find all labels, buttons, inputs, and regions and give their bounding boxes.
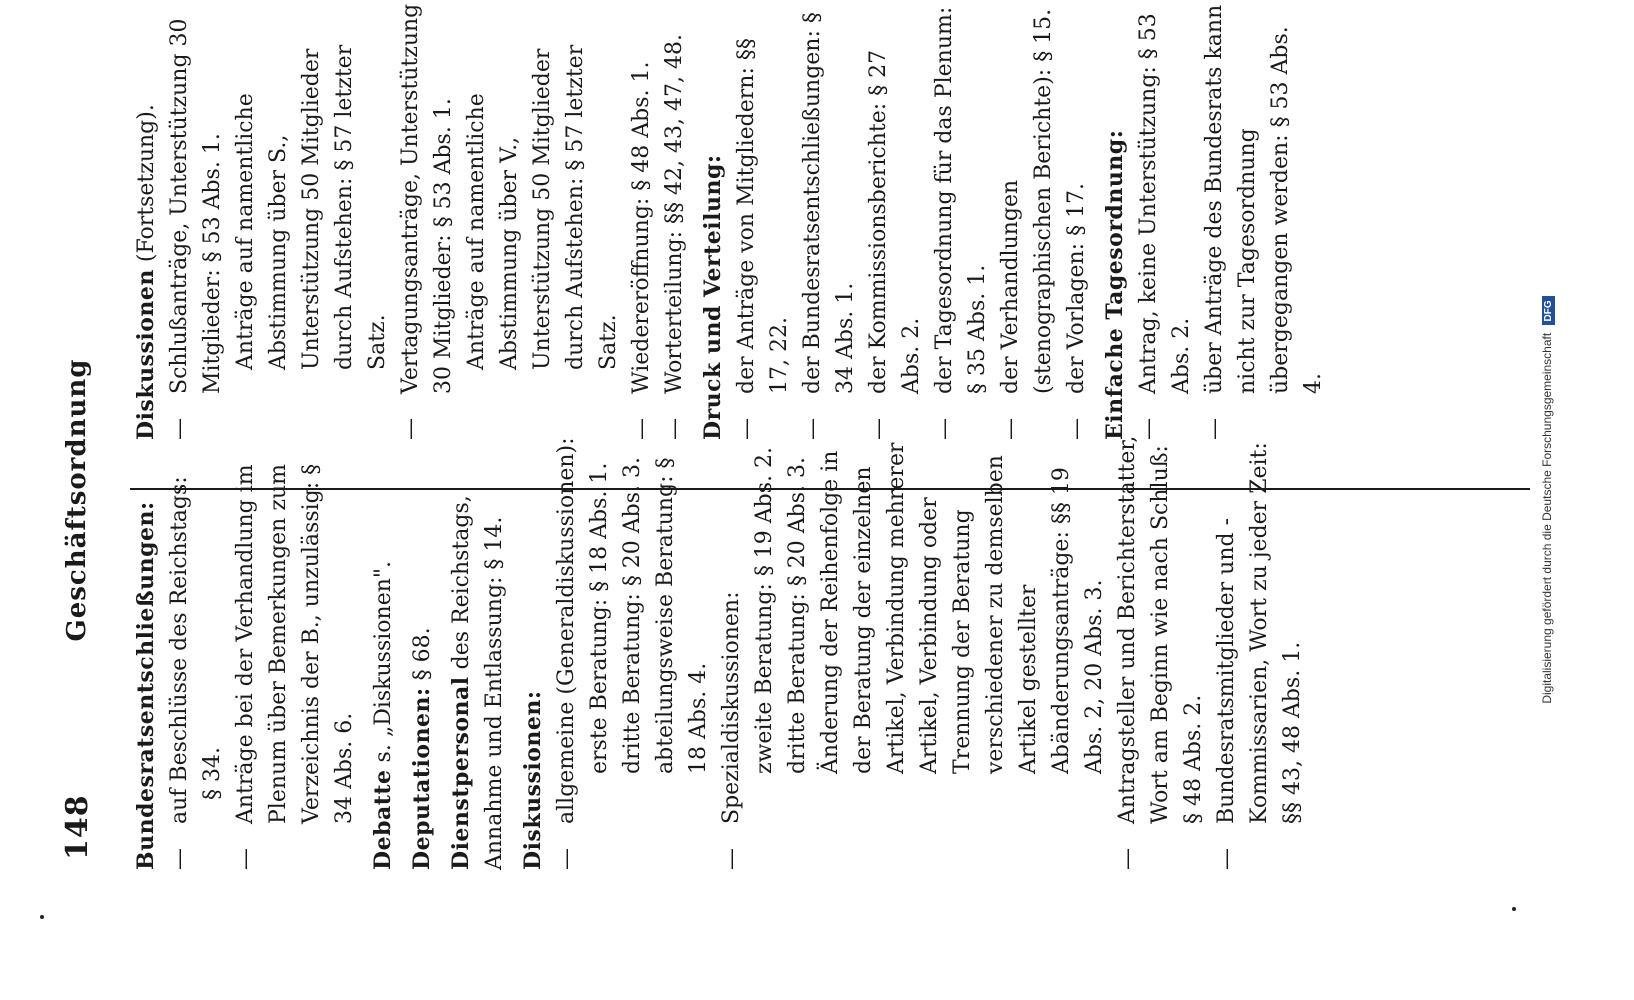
sub-entry bbox=[163, 430, 196, 870]
index-entry bbox=[517, 430, 1309, 870]
entry-heading: Bundesratsentschließungen: bbox=[133, 501, 159, 870]
dash-marker: — bbox=[233, 848, 258, 870]
sub-entry bbox=[928, 0, 994, 440]
sub-entry bbox=[649, 430, 715, 870]
index-entry bbox=[406, 430, 439, 870]
dash-marker: — bbox=[1064, 418, 1089, 440]
dash-marker: — bbox=[1214, 848, 1239, 870]
entry-reference: des Reichstags, Annahme und Entlassung: § 14. bbox=[449, 495, 507, 870]
index-entry bbox=[697, 0, 1093, 440]
dash-marker: — bbox=[167, 848, 192, 870]
sub-entry-text: § 34. bbox=[200, 747, 225, 800]
sub-entry-text: abteilungsweise Beratung: § 18 Abs. 4. bbox=[653, 457, 711, 774]
left-column bbox=[130, 430, 1315, 870]
sub-entry-text: Antrag, keine Unterstützung: § 53 Abs. 2. bbox=[1136, 13, 1194, 394]
entry-heading: Debatte bbox=[370, 769, 396, 870]
sub-entry-text: dritte Beratung: § 20 Abs. 3. bbox=[785, 456, 810, 774]
sub-entry bbox=[814, 430, 1111, 870]
scan-speck bbox=[40, 915, 44, 919]
dfg-logo: DFG bbox=[1542, 296, 1555, 325]
dash-marker: — bbox=[167, 418, 192, 440]
sub-entry bbox=[781, 430, 814, 870]
sub-entry bbox=[583, 430, 616, 870]
dash-marker: — bbox=[866, 418, 891, 440]
dash-marker: — bbox=[1136, 418, 1161, 440]
sub-entry-text: Anträge auf namentliche Abstimmung über V., Unterstützung 50 Mitglieder durch Aufstehen: § 57 letzter Satz. bbox=[464, 44, 621, 370]
index-entry bbox=[445, 430, 511, 870]
sub-entry-text: auf Beschlüsse des Reichstags: bbox=[167, 476, 192, 824]
dash-marker: — bbox=[932, 418, 957, 440]
sub-entry bbox=[1111, 430, 1210, 870]
dash-marker: — bbox=[629, 418, 654, 440]
sub-entry bbox=[730, 0, 796, 440]
index-entry bbox=[1099, 0, 1330, 440]
sub-entry bbox=[550, 430, 583, 870]
dash-marker: — bbox=[719, 848, 744, 870]
sub-entry bbox=[394, 0, 460, 440]
sub-entry-text: Änderung der Reihenfolge in der Beratung der einzelnen Artikel, Verbindung mehrerer Artikel, Verbindung oder Trennung der Beratung verschiedener zu demselben Artikel gestellter Abänderungsanträge: §§ 19 Abs. 2, 20 Abs. 3. bbox=[818, 442, 1107, 774]
dash-marker: — bbox=[1202, 418, 1227, 440]
dash-marker: — bbox=[998, 418, 1023, 440]
sub-entry bbox=[229, 0, 394, 440]
sub-entry bbox=[1198, 0, 1330, 440]
index-entry bbox=[130, 0, 691, 440]
sub-entry bbox=[862, 0, 928, 440]
sub-entry-text: zweite Beratung: § 19 Abs. 2. bbox=[752, 446, 777, 774]
sub-entry bbox=[196, 430, 229, 870]
sub-entry-text: über Anträge des Bundesrats kann nicht zur Tagesordnung übergegangen werden: § 53 Abs. 4. bbox=[1202, 4, 1326, 394]
index-entry bbox=[367, 430, 400, 870]
sub-entry bbox=[625, 0, 658, 440]
entry-reference: § 68. bbox=[410, 627, 435, 681]
sub-entry bbox=[1060, 0, 1093, 440]
sub-entry bbox=[748, 430, 781, 870]
entry-heading: Diskussionen bbox=[133, 269, 159, 440]
sub-entry-text: Schlußanträge, Unterstützung 30 Mitglieder: § 53 Abs. 1. bbox=[167, 18, 225, 394]
sub-entry-text: erste Beratung: § 18 Abs. 1. bbox=[587, 462, 612, 774]
sub-entry-text: Antragsteller und Berichterstatter, Wort am Beginn wie nach Schluß: § 48 Abs. 2. bbox=[1115, 435, 1206, 824]
sub-entry-text: Wiedereröffnung: § 48 Abs. 1. bbox=[629, 61, 654, 394]
sub-entry-text: Vertagungsanträge, Unterstützung 30 Mitglieder: § 53 Abs. 1. bbox=[398, 3, 456, 394]
sub-entry bbox=[994, 0, 1060, 440]
sub-entry-text: Anträge auf namentliche Abstimmung über S., Unterstützung 50 Mitglieder durch Aufstehen: § 57 letzter Satz. bbox=[233, 44, 390, 370]
scan-speck bbox=[1512, 907, 1516, 911]
dash-marker: — bbox=[734, 418, 759, 440]
dash-marker: — bbox=[398, 418, 423, 440]
entry-heading: Einfache Tagesordnung: bbox=[1102, 129, 1128, 440]
sub-entry bbox=[796, 0, 862, 440]
sub-entry bbox=[658, 0, 691, 440]
sub-entry-text: Worterteilung: §§ 42, 43, 47, 48. bbox=[662, 34, 687, 394]
sub-entry bbox=[229, 430, 361, 870]
entry-reference: s. „Diskussionen". bbox=[371, 560, 396, 763]
sub-entry bbox=[1132, 0, 1198, 440]
sub-entry-text: dritte Beratung: § 20 Abs. 3. bbox=[620, 456, 645, 774]
page-number: 148 bbox=[60, 794, 95, 860]
sub-entry-text: allgemeine (Generaldiskussionen): bbox=[554, 437, 579, 824]
entry-heading: Deputationen: bbox=[409, 687, 435, 870]
running-title: Geschäftsordnung bbox=[62, 358, 92, 642]
entry-heading: Diskussionen: bbox=[520, 690, 546, 870]
sub-entry bbox=[163, 0, 229, 440]
dash-marker: — bbox=[554, 848, 579, 870]
sub-entry-text: der Kommissionsberichte: § 27 Abs. 2. bbox=[866, 49, 924, 394]
dash-marker: — bbox=[1115, 848, 1140, 870]
sub-entry-text: Spezialdiskussionen: bbox=[719, 591, 744, 824]
digitization-note bbox=[1540, 0, 1555, 1000]
sub-entry bbox=[1210, 430, 1309, 870]
sub-entry bbox=[616, 430, 649, 870]
sub-entry-text: der Bundesratsentschließungen: § 34 Abs. 1. bbox=[800, 12, 858, 394]
sub-entry bbox=[715, 430, 748, 870]
sub-entry-text: der Tagesordnung für das Plenum: § 35 Abs. 1. bbox=[932, 6, 990, 394]
entry-reference: (Fortsetzung). bbox=[134, 104, 159, 263]
sub-entry-text: der Anträge von Mitgliedern: §§ 17, 22. bbox=[734, 38, 792, 394]
page-header bbox=[40, 0, 100, 1000]
entry-heading: Dienstpersonal bbox=[448, 676, 474, 870]
sub-entry-text: der Verhandlungen (stenographischen Berichte): § 15. bbox=[998, 8, 1056, 394]
entry-heading: Druck und Verteilung: bbox=[700, 154, 726, 440]
dash-marker: — bbox=[662, 418, 687, 440]
index-entry bbox=[130, 430, 361, 870]
right-column bbox=[130, 0, 1336, 440]
sub-entry bbox=[460, 0, 625, 440]
sub-entry-text: der Vorlagen: § 17. bbox=[1064, 182, 1089, 394]
sub-entry-text: Anträge bei der Verhandlung im Plenum über Bemerkungen zum Verzeichnis der B., unzulässig: § 34 Abs. 6. bbox=[233, 463, 357, 824]
dash-marker: — bbox=[800, 418, 825, 440]
column-divider bbox=[130, 488, 1530, 490]
digitization-note-text: Digitalisierung gefördert durch die Deutsche Forschungsgemeinschaft bbox=[1540, 332, 1554, 704]
sub-entry-text: Bundesratsmitglieder und -Kommissarien, Wort zu jeder Zeit: §§ 43, 48 Abs. 1. bbox=[1214, 442, 1305, 824]
